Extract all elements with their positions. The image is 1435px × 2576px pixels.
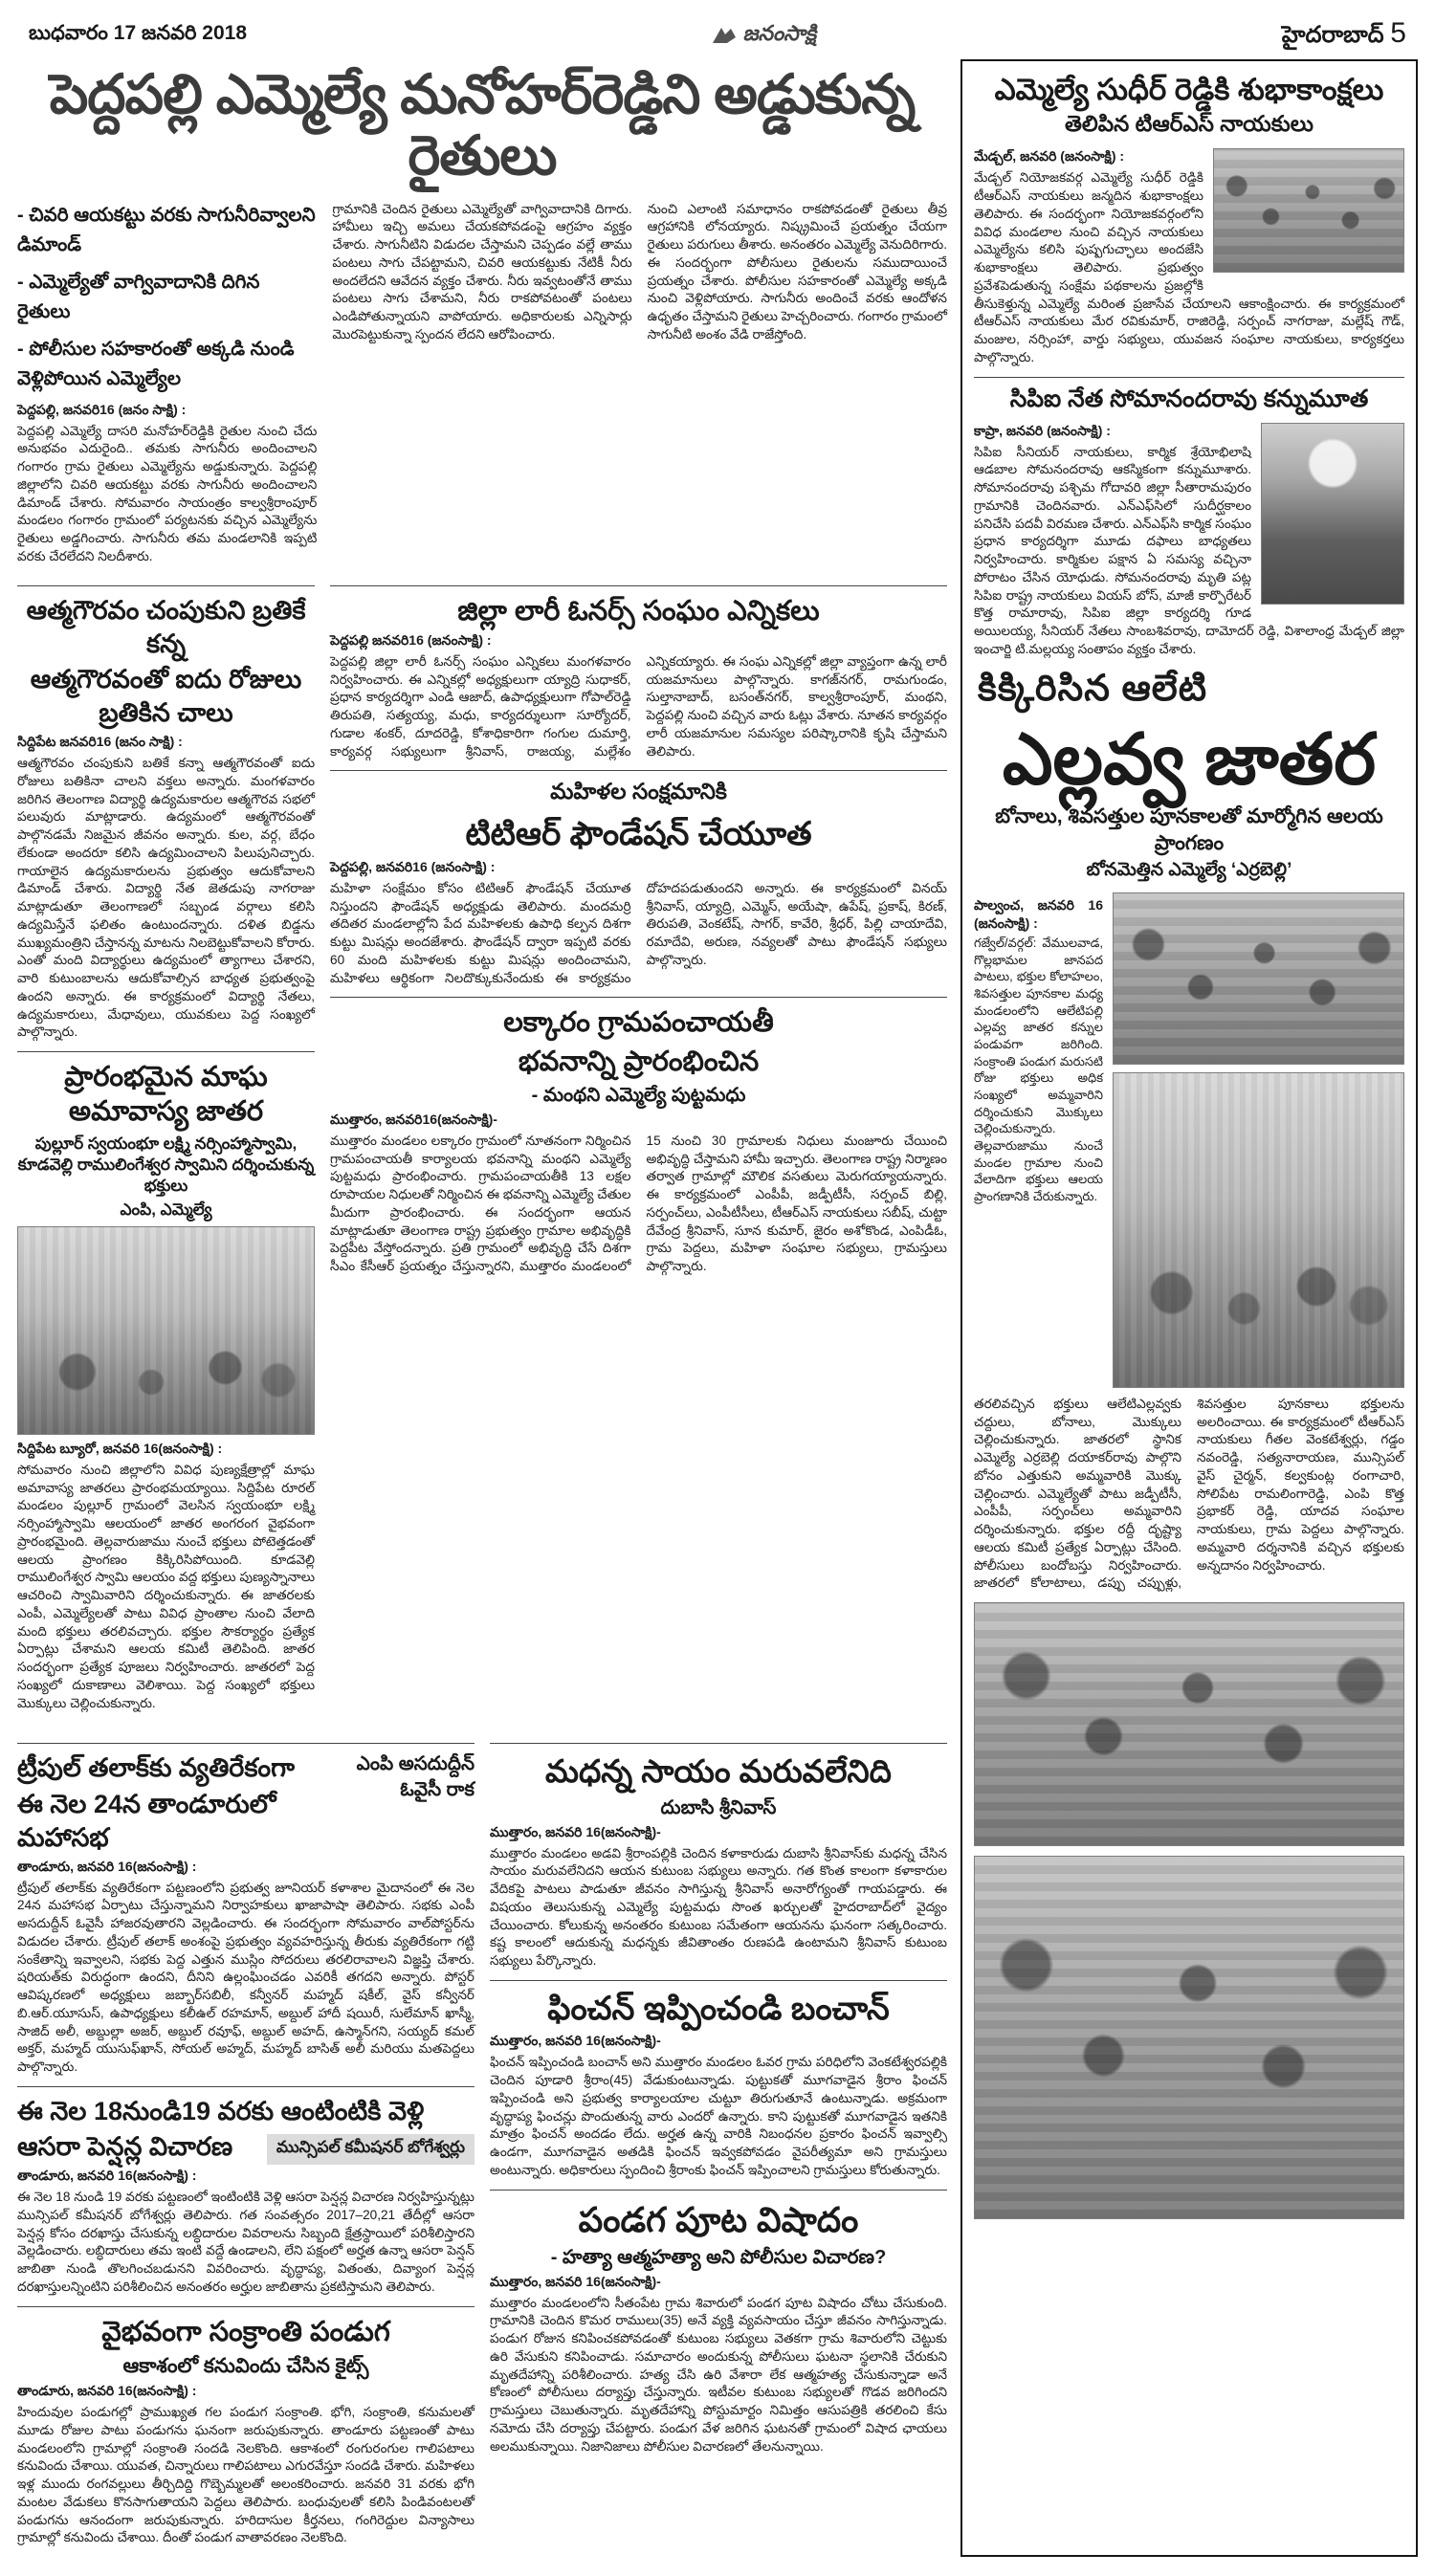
madhanna-story <box>490 1751 947 1971</box>
yellavva-subhead-1: బోనాలు, శివసత్తుల పూనకాలతో మార్మోగిన ఆలయ ప్రాంగణం <box>995 805 1383 854</box>
sankranti-dateline: తాండూరు, జనవరి 16(జనంసాక్షి) : <box>17 2383 197 2399</box>
obit-body: సిపిఐ సీనియర్ నాయకులు, కార్మిక శ్రేయోభిలాషి ఆడబాల సోమనందరావు ఆకస్మికంగా కన్నుమూశారు. సోమానందరావు పశ్చిమ గోదావరి జిల్లా సీతారామపురం గ్రామానికి చెందినవారు. ఎన్‌ఎఫ్‌సిలో సుదీర్ఘకాలం పనిచేసి పదవీ విరమణ చేశారు. ఎన్‌ఎఫ్‌సి కార్మిక సంఘం ప్రధాన కార్యదర్శిగా మూడు దఫాలు బాధ్యతలు నిర్వహించారు. కార్మికుల పక్షాన ఏ సమస్య వచ్చినా పోరాటం చేసిన యోధుడు. సోమనందరావు మృతి పట్ల సిపిఐ రాష్ట్ర నాయకులు వియస్ బోస్, మాజీ కార్పొరేటర్ కొత్త రామారావు, సిపిఐ జిల్లా కార్యదర్శి గూడ అయిలయ్య, సీనియర్ నేతలు సాంబశివరావు, దామోదర్ రెడ్డి, విశాలాంధ్ర మేడ్చల్ జిల్లా ఇంచార్జి టి.మల్లయ్య సంతాపం వ్యక్తం చేశారు. <box>974 444 1404 656</box>
talak-body: ట్రీపుల్ తలాక్‌కు వ్యతిరేకంగా పట్టణంలోని ప్రభుత్వ జూనియర్ కళాశాల మైదానంలో ఈ నెల 24న మహాసభ ఏర్పాటు చేస్తున్నామని నిర్వాహకులు ఖాజాపాషా తెలిపారు. సభకు ఎంపీ అసదుద్దీన్ ఓవైసీ హాజరవుతారని వెల్లడించారు. ఈ సందర్భంగా సోమవారం వాల్‌పోస్టర్‌ను విడుదల చేశారు. ట్రీపుల్ తలాక్ అంశంపై ప్రభుత్వం వ్యవహరిస్తున్న తీరుకు వ్యతిరేకంగా గట్టి సంకేతాన్ని ఇవ్వాలని, సభకు పెద్ద ఎత్తున ముస్లిం సోదరులు తరలిరావాలని విజ్ఞప్తి చేశారు. షరియత్‌కు విరుద్ధంగా ఉందని, దీనిని ఉల్లంఘించడం ఎవరికీ తగదని అన్నారు. పోస్టర్ ఆవిష్కరణలో అధ్యక్షులు జబ్బార్‌సబిలీ, కన్వీనర్ మహ్మద్ షకీల్, వైస్ కన్వీనర్ బి.ఆర్.యూసుస్, ఉపాధ్యక్షులు కలీఉల్ రహమాన్, అబ్దుల్ హాదీ షయిరీ, సులేమాన్ ఖాస్మీ, సాజిద్ అలీ, అబ్దుల్లా అజర్, అబ్దుల్ రవూఫ్, అబ్దుల్ అహద్, ఉస్మాన్‌గని, సయ్యద్ కమల్ అక్తర్, మహ్మద్ యుసుఫ్‌ఖాన్, సోయల్ అహ్మద్, మహ్మద్ బాసిత్ అలీ మరియు మతపెద్దలు పాల్గొన్నారు. <box>17 1880 475 2075</box>
lead-body-col1: పెద్దపల్లి ఎమ్మెల్యే దాసరి మనోహర్‌రెడ్డికి రైతుల నుంచి చేదు అనుభవం ఎదురైంది.. తమకు సాగునీరు అందించాలని గంగారం గ్రామ రైతులు ఎమ్మెల్యేను అడ్డుకున్నారు. పెద్దపల్లి జిల్లాలోని చివరి ఆయకట్టు వరకు సాగునీరు అందించాలని డిమాండ్ చేశారు. సోమవారం సాయంత్రం కాల్వశ్రీరాంపూర్ మండలం గంగారం గ్రామంలో పర్యటనకు వచ్చిన ఎమ్మెల్యేను రైతులు అడ్డగించారు. సాగునీరు తమ మండలానికి ఇప్పటి వరకు చేరలేదని నిలదీశారు. <box>17 423 318 563</box>
column-lower-right <box>490 1733 947 2557</box>
atma-headline-line1: ఆత్మగౌరవం చంపుకుని బ్రతికే కన్న <box>26 595 306 658</box>
sankranti-headline: వైభవంగా సంక్రాంతి పండుగ <box>101 2316 390 2347</box>
talak-byline-line2: ఓవైసీ రాక <box>400 1779 475 1801</box>
lead-bullet: - పోలీసుల సహకారంతో అక్కడి నుండి వెళ్లిపోయిన ఎమ్మెల్యేల <box>17 338 295 389</box>
talak-headline-line2: ఈ నెల 24న తాండూరులో మహాసభ <box>17 1789 276 1852</box>
masthead-flag-icon <box>712 26 737 45</box>
lakkaram-body: ముత్తారం మండలం లక్కారం గ్రామంలో నూతనంగా నిర్మించిన గ్రామపంచాయతీ కార్యాలయ భవనాన్ని మంథని ఎమ్మెల్యే పుట్టమధు ప్రారంభించారు. గ్రామపంచాయతీకి 13 లక్షల రూపాయల నిధులతో నిర్మించిన ఈ భవనాన్ని ఎమ్మెల్యే చేతుల మీదుగా ప్రారంభించారు. ఈ సందర్భంగా ఆయన మాట్లాడుతూ తెలంగాణ రాష్ట్ర ప్రభుత్వం గ్రామాల అభివృద్ధికి పెద్దపీట వేస్తోందన్నారు. ప్రతి గ్రామంలో అభివృద్ధి చేసే దిశగా సీఎం కేసీఆర్ ప్రయత్నం చేస్తున్నారని, ముత్తారం మండలంలో 15 నుంచి 30 గ్రామాలకు నిధులు మంజూరు చేయించి అభివృద్ధి చేస్తామని హామీ ఇచ్చారు. తెలంగాణ రాష్ట్ర నిర్మాణం తర్వాత గ్రామాల్లో మౌలిక వసతులు మెరుగయ్యాయన్నారు. ఈ కార్యక్రమంలో ఎంపీపీ, జడ్పీటీసీ, సర్పంచ్ బిల్లి, సర్పంచ్‌లు, ఎంపీటీసీలు, టీఆర్ఎస్ నాయకులు సబీష్, చుట్టా దేవేంద్ర శ్రీనివాస్, సూన కుమార్, జైరం అశోకొండ, ఎంపిడీఓ, గ్రామ పెద్దలు, మహిళా సంఘాల సభ్యులు, గ్రామస్తులు పాల్గొన్నారు. <box>330 1133 947 1274</box>
sudheer-subhead: తెలిపిన టిఆర్‌ఎస్ నాయకులు <box>1065 111 1314 137</box>
lakkaram-story <box>330 1005 947 1276</box>
lead-story-columns <box>17 201 947 566</box>
magha-jatara-photo <box>17 1226 315 1435</box>
seated-women-crowd-photo <box>974 1856 1404 2219</box>
masthead-title: జనంసాక్షి <box>742 20 817 45</box>
yellavva-photos <box>1113 892 1404 1388</box>
madhanna-dateline: ముత్తారం, జనవరి 16(జనంసాక్షి)- <box>490 1823 661 1839</box>
divider <box>17 585 315 586</box>
madhanna-body: ముత్తారం మండలం అడవి శ్రీరాంపల్లికి చెందిన కళాకారుడు దుబాసి శ్రీనివాస్‌కు మధన్న చేసిన సాయం మరువలేనిదని ఆయన కుటుంబ సభ్యులు అన్నారు. గత కొంత కాలంగా కళాకారుల వేదికపై పాటలు పాడుతూ జీవనం సాగిస్తున్న శ్రీనివాస్ అనారోగ్యంతో గాయపడ్డారు. ఈ విషయం తెలుసుకున్న ఎమ్మెల్యే పుట్టమధు సొంత ఖర్చులతో హైదరాబాద్‌లో వైద్యం చేయించారు. కోలుకున్న అనంతరం కుటుంబ సమేతంగా ఆయనను ఘనంగా సత్కరించారు. కష్ట కాలంలో ఆదుకున్న మధన్నకు జీవితాంతం రుణపడి ఉంటామని శ్రీనివాస్ కుటుంబ సభ్యులు పేర్కొన్నారు. <box>490 1845 947 1969</box>
lakkaram-headline-line1: లక్కారం గ్రామపంచాయతీ <box>503 1007 774 1039</box>
talak-story <box>17 1751 475 2077</box>
lead-bullets <box>17 201 317 394</box>
divider <box>17 1743 475 1744</box>
yellavva-headline: ఎల్లవ్వ జాతర <box>1002 718 1377 799</box>
sudheer-body: మేడ్చల్ నియోజకవర్గ ఎమ్మెల్యే సుధీర్ రెడ్డికి టీఆర్ఎస్ నాయకులు జన్మదిన శుభాకాంక్షలు తెలిపారు. ఈ సందర్భంగా నియోజకవర్గంలోని వివిధ మండలాల నుంచి వచ్చిన నాయకులు ఎమ్మెల్యేను కలిసి పుష్పగుచ్ఛాలు అందజేసి శుభాకాంక్షలు తెలిపారు. ప్రభుత్వం ప్రవేశపెడుతున్న సంక్షేమ పథకాలను ప్రజల్లోకి తీసుకెళ్తున్న ఎమ్మెల్యే మరింత ప్రజాసేవ చేయాలని ఆకాంక్షించారు. ఈ కార్యక్రమంలో టీఆర్ఎస్ నాయకులు మేర రవికుమార్, రాజిరెడ్డి, సర్పంచ్ నాగరాజు, మల్లేష్ గౌడ్, మంజుల, నర్సింహా, వార్డు సభ్యులు, యువజన సంఘాల నాయకులు, కార్యకర్తలు పాల్గొన్నారు. <box>974 170 1404 364</box>
pandaga-subhead: - హత్యా ఆత్మహత్యా అని పోలీసుల విచారణ? <box>550 2246 887 2268</box>
lakkaram-subhead: - మంథని ఎమ్మెల్యే పుట్టమధు <box>531 1084 746 1106</box>
left-row-3 <box>17 1733 947 2557</box>
obit-story <box>974 385 1404 659</box>
yellavva-intro: గజ్వేల్/వర్గల్: వేములవాడ, గొల్లభామల జానపద పాటలు, భక్తుల కోలాహలం, శివసత్తుల పూనకాల మధ్య మండలంలోని ఆలేటిపల్లి ఎల్లవ్వ జాతర కన్నుల పండువగా జరిగింది. సంక్రాంతి పండుగ మరుసటి రోజు భక్తులు అధిక సంఖ్యలో అమ్మవారిని దర్శించుకుని మొక్కులు చెల్లించుకున్నారు. తెల్లవారుజాము నుంచే మండల గ్రామాల నుంచి వేలాదిగా భక్తులు ఆలయ ప్రాంగణానికి చేరుకున్నారు. <box>974 935 1103 1203</box>
talak-byline-line1: ఎంపి అసదుద్దీన్ <box>356 1753 475 1775</box>
yellavva-intro-column <box>974 892 1103 1388</box>
pandaga-body: ముత్తారం మండలంలోని సీతంపేట గ్రామ శివారులో పండగ పూట విషాదం చోటు చేసుకుంది. గ్రామానికి చెందిన కొమర రాములు(35) అనే వ్యక్తి వ్యవసాయం చేస్తూ జీవనం సాగిస్తున్నాడు. పండుగ రోజున కనిపించకపోవడంతో కుటుంబ సభ్యులు వెతకగా గ్రామ శివారులోని చెట్టుకు ఉరి వేసుకుని కనిపించాడు. సమాచారం అందుకున్న పోలీసులు ఘటనా స్థలానికి చేరుకుని మృతదేహాన్ని పరిశీలించారు. హత్య చేసి ఉరి వేశారా లేక ఆత్మహత్య చేసుకున్నాడా అనే కోణంలో పోలీసులు దర్యాప్తు చేస్తున్నారు. ఇటీవల కుటుంబ సభ్యులతో గొడవ జరిగిందని గ్రామస్తులు చెబుతున్నారు. మృతదేహాన్ని పోస్టుమార్టం నిమిత్తం ఆసుపత్రికి తరలించి కేసు నమోదు చేసి దర్యాప్తు చేపట్టారు. పండుగ వేళ జరిగిన ఘటనతో గ్రామంలో విషాద ఛాయలు అలముకున్నాయి. నిజానిజాలు పోలీసుల విచారణలో తేలనున్నాయి. <box>490 2295 947 2454</box>
asara-pension-story <box>17 2095 475 2297</box>
lorry-dateline: పెద్దపల్లి జనవరి16 (జనంసాక్షి) : <box>330 631 492 648</box>
temple-jatara-photo <box>1113 1072 1404 1388</box>
atma-headline-line2: ఆత్మగౌరవంతో ఐదు రోజులు బ్రతికిన చాలు <box>30 664 302 727</box>
atma-gauravam-story <box>17 594 315 1042</box>
magha-subhead-2: ఎంపి, ఎమ్మెల్యే <box>120 1200 212 1219</box>
divider <box>490 1743 947 1744</box>
divider <box>17 2306 475 2307</box>
lorry-body: పెద్దపల్లి జిల్లా లారీ ఓనర్స్ సంఘం ఎన్నికలు మంగళవారం నిర్వహించారు. ఈ ఎన్నికల్లో అధ్యక్షులుగా య్యాద్రి సుధాకర్, ప్రధాన కార్యదర్శిగా ఎండి ఆజాద్, ఉపాధ్యక్షులుగా గోపాల్‌రెడ్డి తిరుపతి, సత్యయ్య, మధు, కార్యదర్శులుగా సూర్యోదర్, గుడాల శంకర్, దూదరెడ్డి, కోశాధికారిగా గంగుల దుమార్తి, కార్యవర్గ సభ్యులుగా శ్రీనివాస్, రాజయ్య, మల్లేశం ఎన్నికయ్యారు. ఈ సంఘ ఎన్నికల్లో జిల్లా వ్యాప్తంగా ఉన్న లారీ యజమానులు పాల్గొన్నారు. కాగజ్‌నగర్, రామగుండం, సుల్తానాబాద్, బసంత్‌నగర్, కాల్వశ్రీరాంపూర్, మంథని, పెద్దపల్లి నుంచి వచ్చిన వారు ఓట్లు వేశారు. నూతన కార్యవర్గం లారీ యజమానుల సమస్యల పరిష్కారానికి కృషి చేస్తామని తెలిపారు. <box>330 653 947 759</box>
lorry-owners-story <box>330 594 947 761</box>
page-number: 5 <box>1390 17 1406 49</box>
divider <box>974 377 1404 378</box>
lorry-headline: జిల్లా లారీ ఓనర్స్ సంఘం ఎన్నికలు <box>457 595 820 627</box>
column-a <box>17 576 315 1723</box>
ttr-kicker: మహిళల సంక్షమానికి <box>550 779 727 804</box>
madhanna-subhead: దుబాసి శ్రీనివాస్ <box>660 1796 777 1818</box>
asara-commissioner-badge: మున్సిపల్ కమీషనర్ బోగేశ్వర్లు <box>267 2134 475 2165</box>
divider <box>490 1980 947 1981</box>
lakkaram-headline-line2: భవనాన్ని ప్రారంభించిన <box>518 1046 760 1077</box>
sudheer-dateline: మేడ్చల్, జనవరి (జనంసాక్షి) : <box>974 148 1125 165</box>
magha-subhead: పుల్లూర్ స్వయంభూ లక్ష్మి నర్సింహ్మాస్వామి, కూడవెల్లి రాములింగేశ్వర స్వామిని దర్శించుకున్న భక్తులు <box>17 1134 315 1195</box>
pension-body: ఫించన్ ఇప్పించండి బంచాన్ అని ముత్తారం మండలం ఓవర గ్రామ పరిధిలోని వెంకటేశ్వరపల్లికి చెందిన పూడారి శ్రీరాం(45) వేడుకుంటున్నాడు. పుట్టుకతో మూగవాడైన శ్రీరాం ఫించన్ ఇప్పించండి అని ప్రభుత్వ కార్యాలయాల చుట్టూ తిరుగుతూనే ఉంటున్నాడు. అక్రమంగా వృద్ధాప్య ఫించన్లు పొందుతున్న వారు ఎందరో ఉన్నారు. కాని పుట్టుకతో మూగవాడైన ఇతనికి మాత్రం ఫించన్ అందడం లేదు. అర్హత ఉన్న వారికి నిబంధనల ప్రకారం ఫించన్ ఇవ్వాల్సి ఉండగా, మూగవాడైన అతడికి ఫించన్ ఇవ్వకపోవడం వైపరీత్యమా అని గ్రామస్తులు అంటున్నారు. అధికారులు స్పందించి శ్రీరాంకు ఫించన్ ఇప్పించాలని గ్రామస్తులు కోరుతున్నారు. <box>490 2055 947 2177</box>
atma-body: ఆత్మగౌరవం చంపుకుని బతికే కన్నా ఆత్మగౌరవంతో ఐదు రోజులు బతికినా చాలని వక్తలు అన్నారు. మంగళవారం జరిగిన తెలంగాణ విద్యార్థి ఉద్యమకారుల ఆత్మగౌరవ సభలో పలువురు మాట్లాడారు. ఉద్యమంలో ఆత్మగౌరవంతో పాల్గొనడమే నిజమైన జీవనం అన్నారు. కుల, వర్గ, బేధం లేకుండా అందరూ కలిసి ఉద్యమించాలని పిలుపునిచ్చారు. గాయాలైన ఉద్యమకారులను ప్రభుత్వం ఆదుకోవాలని డిమాండ్ చేశారు. విద్యార్థి నేత జెతడుపు నాగరాజు మాట్లాడుతూ తెలంగాణలో సబ్బండ వర్గాలు కలిసి ఉద్యమిస్తేనే ఫలితం ఉంటుందన్నారు. దళిత బిడ్డను ముఖ్యమంత్రిని చేస్తానన్న మాటను నిలబెట్టుకోవాలని కోరారు. ఎంతో మంది విద్యార్థులు ఉద్యమంలో త్యాగాలు చేశారని, వారి కుటుంబాలను ఆదుకోవాల్సిన బాధ్యత ప్రభుత్వంపై ఉందని అన్నారు. ఈ కార్యక్రమంలో విద్యార్థి నేతలు, ఉద్యమకారులు, మేధావులు, యువకులు పెద్ద సంఖ్యలో పాల్గొన్నారు. <box>17 756 316 1040</box>
page-content <box>17 59 1418 2557</box>
ttr-foundation-story <box>330 779 947 987</box>
pandaga-headline: పండగ పూట విషాదం <box>578 2199 859 2239</box>
lead-col-1 <box>17 201 317 566</box>
lead-bullet: - చివరి ఆయకట్టు వరకు సాగునీరివ్వాలని డిమాండ్ <box>17 204 316 255</box>
pension-dateline: ముత్తారం, జనవరి 16(జనంసాక్షి)- <box>490 2033 661 2049</box>
sankranti-story <box>17 2315 475 2548</box>
lead-dateline: పెద్దపల్లి, జనవరి16 (జనం సాక్షి) : <box>17 401 187 417</box>
yellavva-body: తరలివచ్చిన భక్తులు ఆలేటిఎల్లవ్వకు చద్దులు, బోనాలు, మొక్కులు చెల్లించుకున్నారు. జాతరలో స్థానిక ఎమ్మెల్యే ఎర్రబెల్లి దయాకర్‌రావు పాల్గొని బోనం ఎత్తుకుని అమ్మవారికి మొక్కు చెల్లించారు. ఎమ్మెల్యేతో పాటు జడ్పీటీసీ, ఎంపీపీ, సర్పంచ్‌లు అమ్మవారిని దర్శించుకున్నారు. భక్తుల రద్దీ దృష్ట్యా ఆలయ కమిటీ ప్రత్యేక ఏర్పాట్లు చేసింది. పోలీసులు బందోబస్తు నిర్వహించారు. జాతరలో కోలాటాలు, డప్పు చప్పుళ్లు, శివసత్తుల పూనకాలు భక్తులను అలరించాయి. ఈ కార్యక్రమంలో టీఆర్ఎస్ నాయకులు గీతల వెంకటేశ్వర్లు, గడ్డం నవంరెడ్డి, సత్యనారాయణ, మున్సిపల్ వైస్ చైర్మన్, కల్వకుంట్ల రంగాచారి, సోలిపేట రామలింగారెడ్డి, ఎంపి కొత్త ప్రభాకర్ రెడ్డి, యాదవ సంఘాల నాయకులు, గ్రామ పెద్దలు పాల్గొన్నారు. అమ్మవారి దర్శనానికి వచ్చిన భక్తులకు అన్నదానం నిర్వహించారు. <box>974 1396 1404 1591</box>
sankranti-subhead: ఆకాశంలో కనువిందు చేసిన కైట్స్ <box>122 2354 369 2377</box>
lead-headline: పెద్దపల్లి ఎమ్మెల్యే మనోహర్‌రెడ్డిని అడ్డుకున్న రైతులు <box>49 64 916 187</box>
lakkaram-dateline: ముత్తారం, జనవరి16(జనంసాక్షి)- <box>330 1111 497 1127</box>
devotees-procession-photo <box>974 1602 1404 1846</box>
ttr-headline: టిటిఆర్ ఫౌండేషన్ చేయూత <box>465 816 812 853</box>
trs-leaders-photo <box>1213 148 1404 273</box>
pandaga-story <box>490 2198 947 2456</box>
magha-body: సోమవారం నుంచి జిల్లాలోని వివిధ పుణ్యక్షేత్రాల్లో మాఘ అమావాస్య జాతరలు ప్రారంభమయ్యాయి. సిద్దిపేట రూరల్ మండలం పుల్లూర్ గ్రామంలో వెలసిన స్వయంభూ లక్ష్మి నర్సింహ్మాస్వామి ఆలయంలో జాతర అంగరంగ వైభవంగా ప్రారంభమైంది. తెల్లవారుజాము నుంచే భక్తులు పోటెత్తడంతో ఆలయ ప్రాంగణం కిక్కిరిసిపోయింది. కూడవెల్లి రాములింగేశ్వర స్వామి ఆలయం వద్ద భక్తులు పుణ్యస్నానాలు ఆచరించి స్వామివారిని దర్శించుకున్నారు. ఈ జాతరలకు ఎంపీ, ఎమ్మెల్యేలతో పాటు వివిధ ప్రాంతాల నుంచి వేలాది మంది భక్తులు తరలివచ్చారు. భక్తుల సౌకర్యార్థం ప్రత్యేక ఏర్పాట్లు చేశామని ఆలయ కమిటీ తెలిపింది. జాతర సందర్భంగా ప్రత్యేక పూజలు నిర్వహించారు. జాతరలో పెద్ద సంఖ్యలో దుకాణాలు వెలిశాయి. పెద్ద సంఖ్యలో భక్తులు మొక్కులు చెల్లించుకున్నారు. <box>17 1462 316 1710</box>
divider <box>330 585 947 586</box>
magha-jatara-story <box>17 1060 315 1712</box>
pension-headline: ఫించన్ ఇప్పించండి బంచాన్ <box>547 1990 890 2027</box>
asara-body: ఈ నెల 18 నుండి 19 వరకు పట్టణంలో ఇంటింటికి వెళ్లి ఆసరా పెన్షన్ల విచారణ నిర్వహిస్తున్నట్లు మున్సిపల్ కమీషనర్ బోగేశ్వర్లు తెలిపారు. గత సంవత్సరం 2017–20,21 తేదీల్లో ఆసరా పెన్షన్ల కోసం దరఖాస్తు చేసుకున్న లబ్ధిదారుల వివరాలను సిబ్బంది క్షేత్రస్థాయిలో పరిశీలిస్తారని వెల్లడించారు. లబ్ధిదారులు తమ ఇంటి వద్దే ఉండాలని, లేని పక్షంలో అర్హత ఉన్నా ఆసరా పెన్షన్ జాబితా నుండి తొలగించబడునని వివరించారు. వృద్ధాప్య, వితంతు, దివ్యాంగ పెన్షన్ల దరఖాస్తులన్నింటిని పరిశీలించిన అనంతరం అర్హుల జాబితాను ప్రకటిస్తామని తెలిపారు. <box>17 2190 475 2294</box>
talak-byline-block <box>319 1751 475 1803</box>
asara-headline-line1: ఈ నెల 18నుండి19 వరకు ఆంటింటికి వెళ్లి <box>17 2096 425 2125</box>
yellavva-dateline: పాల్వంచ, జనవరి 16 (జనంసాక్షి) : <box>974 896 1103 931</box>
pension-plea-story <box>490 1989 947 2180</box>
lead-bullet: - ఎమ్మెల్యేతో వాగ్వివాదానికి దిగిన రైతులు <box>17 271 260 322</box>
lead-story <box>17 65 947 566</box>
masthead-logo <box>712 21 816 51</box>
sankranti-body: హిందువుల పండుగల్లో ప్రాముఖ్యత గల పండుగ సంక్రాంతి. భోగి, సంక్రాంతి, కనుమలతో మూడు రోజుల పాటు పండుగను ఘనంగా జరుపుకున్నారు. తాండూరు పట్టణంతో పాటు మండలంలోని గ్రామాల్లో సంక్రాంతి సందడి నెలకొంది. ఆకాశంలో రంగురంగుల గాలిపటాలు కనువిందు చేశాయి. యువత, చిన్నారులు గాలిపటాలు ఎగురవేస్తూ సందడి చేశారు. మహిళలు ఇళ్ల ముందు రంగవల్లులు తీర్చిదిద్ది గొబ్బెమ్మలతో అలంకరించారు. జనవరి 31 వరకు భోగి మంటల వేడుకలు కొనసాగుతాయని పెద్దలు తెలిపారు. బంధువులతో కలిసి పిండివంటలతో పండుగను ఆనందంగా జరుపుకున్నారు. హరిదాసుల కీర్తనలు, గంగిరెద్దుల విన్యాసాలు గ్రామాల్లో కనువిందు చేశాయి. దీంతో పండుగ వాతావరణం నెలకొంది. <box>17 2405 475 2545</box>
edition-date: బుధవారం 17 జనవరి 2018 <box>29 21 248 44</box>
talak-headline-line1: ట్రీపుల్ తలాక్‌కు వ్యతిరేకంగా <box>17 1753 295 1783</box>
sudheer-story <box>974 71 1404 367</box>
magha-headline: ప్రారంభమైన మాఘ అమావాస్య జాతర <box>64 1062 268 1128</box>
divider <box>17 2086 475 2087</box>
obit-dateline: కాప్రా, జనవరి (జనంసాక్షి) : <box>974 422 1111 438</box>
yellavva-media-row <box>974 892 1404 1388</box>
column-bc <box>330 576 947 1723</box>
divider <box>330 997 947 998</box>
madhanna-headline: మధన్న సాయం మరువలేనిది <box>545 1753 892 1790</box>
atma-dateline: సిద్దిపేట జనవరి16 (జనం సాక్షి) : <box>17 734 183 750</box>
right-box-column <box>960 59 1418 2557</box>
left-row-2 <box>17 576 947 1723</box>
yellavva-subhead-2: బోనమెత్తిన ఎమ్మెల్యే ‘ఎర్రబెల్లి’ <box>1086 859 1292 880</box>
obit-portrait-photo <box>1261 423 1404 605</box>
column-lower-left <box>17 1733 475 2557</box>
asara-badge-wrap <box>267 2134 475 2165</box>
talak-dateline: తాండూరు, జనవరి 16(జనంసాక్షి) : <box>17 1858 197 1874</box>
lead-body-col3: నుంచి ఎలాంటి సమాధానం రాకపోవడంతో రైతులు తీవ్ర ఆగ్రహానికి లోనయ్యారు. నిష్క్రమించే ప్రయత్నం చేయగా రైతులు పరుగులు తీశారు. అనంతరం ఎమ్మెల్యే వెనుదిరిగారు. ఈ సందర్భంగా పోలీసులు రైతులను సముదాయించే ప్రయత్నం చేశారు. పోలీసుల సహకారంతో ఎమ్మెల్యే అక్కడి నుంచి వెళ్లిపోయారు. సాగునీరు అందించే వరకు ఆందోళన ఉధృతం చేస్తామని రైతులు హెచ్చరించారు. గంగారం గ్రామంలో సాగునీటి అంశం వేడి రాజేస్తోంది. <box>647 201 947 341</box>
left-region <box>17 59 947 2557</box>
page-label <box>1282 17 1406 54</box>
lead-body-col2: గ్రామానికి చెందిన రైతులు ఎమ్మెల్యేతో వాగ్వివాదానికి దిగారు. హామీలు ఇచ్చి అమలు చేయకపోవడంపై ఆగ్రహం వ్యక్తం చేశారు. సాగునీటిని విడుదల చేస్తామని చెప్పడం వల్లే తాము పంటలు సాగు చేపట్టామని, చివరి ఆయకట్టుకు నేటికీ నీరు అందలేదని ఆవేదన వ్యక్తం చేశారు. నీరు ఇవ్వటంతోనే తాము పంటలు సాగు చేశామని, నీరు రాకపోవటంతో పంటలు ఎండిపోతున్నాయని వాపోయారు. అధికారులకు ఎన్నిసార్లు మొరపెట్టుకున్నా స్పందన లేదని ఆరోపించారు. <box>332 201 632 341</box>
city-label: హైదరాబాద్ <box>1281 22 1384 48</box>
divider <box>490 2190 947 2191</box>
magha-dateline: సిద్దిపేట బ్యూరో, జనవరి 16(జనంసాక్షి) : <box>17 1440 223 1456</box>
page-header <box>17 13 1418 59</box>
divider <box>330 770 947 771</box>
ttr-body: మహిళా సంక్షేమం కోసం టిటిఆర్ ఫౌండేషన్ చేయూత నిస్తుందని ఫౌండేషన్ అధ్యక్షుడు తెలిపారు. మందమర్రి తదితర మండలాల్లోని పేద మహిళలకు ఉపాధి కల్పన దిశగా కుట్టు మిషన్లు అందజేశారు. ఫౌండేషన్ ద్వారా ఇప్పటి వరకు 60 మంది మహిళలకు కుట్టు మిషన్లు అందించామని, మహిళలు ఆర్థికంగా నిలదొక్కుకునేందుకు ఈ కార్యక్రమం దోహదపడుతుందని అన్నారు. ఈ కార్యక్రమంలో వినయ్ శ్రీనివాస్, య్యాద్రి, ఎమ్మెస్, అయేషా, ఉపేష్, ప్రకాష్, కిరణ్, తిరుపతి, వెంకటేష్, సాగర్, కావేరి, శ్రీధర్, పిల్లి చాయాదేవి, రమాదేవి, అరుణ, నవ్యలతో పాటు ఫౌండేషన్ సభ్యులు పాల్గొన్నారు. <box>330 880 947 985</box>
yellavva-kicker: కిక్కిరిసిన ఆలేటి <box>978 668 1208 709</box>
divider <box>17 1051 315 1052</box>
bike-rally-photo <box>1113 892 1404 1065</box>
obit-headline: సిపిఐ నేత సోమానందరావు కన్నుమూత <box>1009 385 1369 412</box>
asara-dateline: తాండూరు, జనవరి 16(జనంసాక్షి) : <box>17 2168 197 2184</box>
pandaga-dateline: ముత్తారం, జనవరి 16(జనంసాక్షి)- <box>490 2273 661 2289</box>
yellavva-story <box>974 669 1404 2220</box>
asara-headline-line2: ఆసరా పెన్షన్ల విచారణ <box>17 2132 233 2162</box>
ttr-dateline: పెద్దపల్లి, జనవరి16 (జనంసాక్షి) : <box>330 858 496 874</box>
sudheer-headline: ఎమ్మెల్యే సుధీర్ రెడ్డికి శుభాకాంక్షలు <box>994 73 1384 106</box>
